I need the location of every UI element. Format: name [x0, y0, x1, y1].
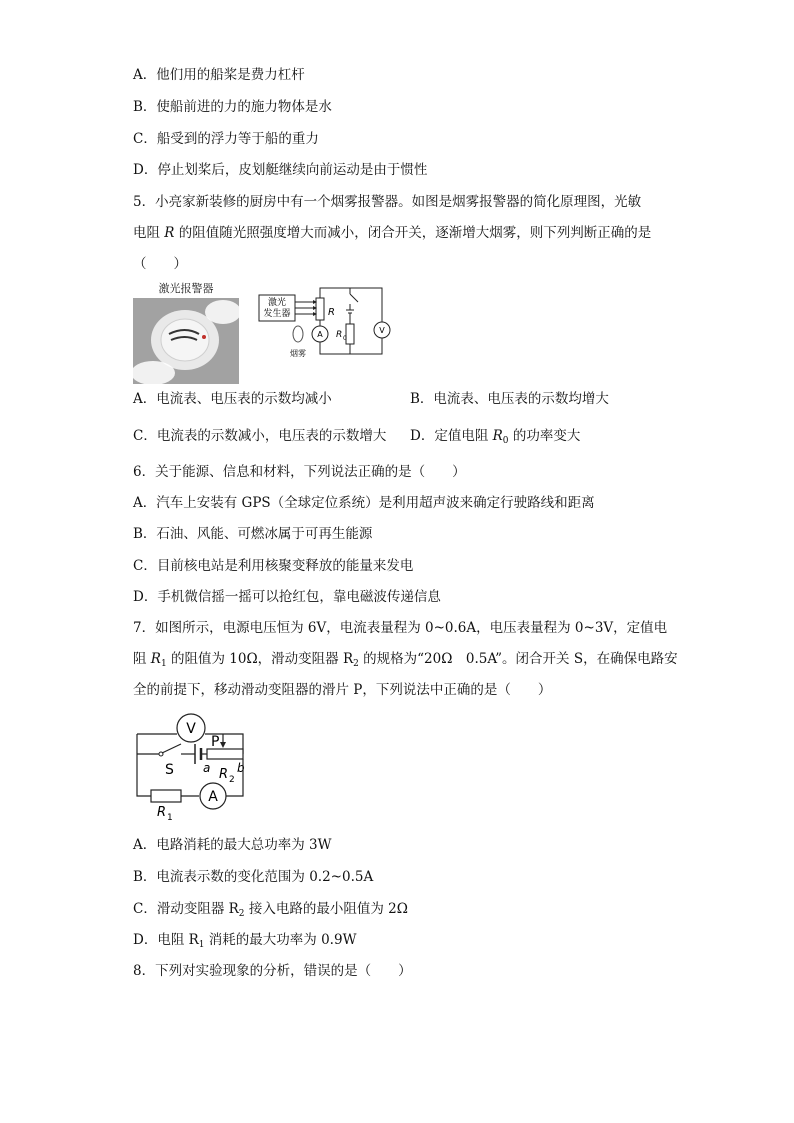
- q5-stem-line1: 5．小亮家新装修的厨房中有一个烟雾报警器。如图是烟雾报警器的简化原理图，光敏: [133, 194, 642, 210]
- q4-option-b: B．使船前进的力的施力物体是水: [133, 99, 332, 115]
- q7-stem-line2: 阻 $R_1$ 的阻值为 10Ω，滑动变阻器 $R_2$ 的规格为“20Ω 0.5A”。闭合开关 S，在确保电路安: [133, 651, 678, 669]
- svg-text:R: R: [219, 767, 229, 782]
- q6-option-a: A．汽车上安装有 GPS（全球定位系统）是利用超声波来确定行驶路线和距离: [133, 495, 595, 511]
- q7-option-b: B．电流表示数的变化范围为 0.2~0.5A: [133, 869, 374, 885]
- svg-text:R: R: [336, 330, 343, 340]
- q7-option-d: D．电阻 $R_1$ 消耗的最大功率为 0.9W: [133, 932, 357, 950]
- svg-text:激光: 激光: [267, 298, 287, 308]
- smoke-alarm-circuit: [258, 284, 398, 362]
- q5-option-c: C．电流表的示数减小，电压表的示数增大: [133, 428, 387, 444]
- q7-option-a: A．电路消耗的最大总功率为 3W: [133, 837, 332, 853]
- svg-text:A: A: [208, 789, 218, 805]
- svg-text:A: A: [317, 330, 323, 339]
- svg-text:烟雾: 烟雾: [290, 349, 306, 358]
- svg-text:b: b: [237, 761, 245, 775]
- svg-text:R: R: [328, 307, 335, 318]
- q7-stem-line3: 全的前提下，移动滑动变阻器的滑片 P，下列说法中正确的是（ ）: [133, 682, 552, 698]
- q5-option-d: D．定值电阻 $R_0$ 的功率变大: [410, 428, 581, 446]
- svg-text:0: 0: [343, 335, 347, 342]
- q8-stem: 8．下列对实验现象的分析，错误的是（ ）: [133, 963, 412, 979]
- q5-option-a: A．电流表、电压表的示数均减小: [133, 391, 332, 407]
- svg-text:S: S: [165, 762, 174, 778]
- q5-stem-line3: （ ）: [133, 256, 187, 272]
- svg-text:发生器: 发生器: [263, 309, 291, 319]
- q6-option-c: C．目前核电站是利用核聚变释放的能量来发电: [133, 558, 414, 574]
- q4-option-a: A．他们用的船桨是费力杠杆: [133, 67, 305, 83]
- photo-caption: 激光报警器: [158, 282, 214, 295]
- q6-option-b: B．石油、风能、可燃冰属于可再生能源: [133, 526, 373, 542]
- svg-text:V: V: [186, 721, 196, 737]
- svg-text:a: a: [203, 761, 211, 775]
- q5-option-b: B．电流表、电压表的示数均增大: [410, 391, 609, 407]
- svg-text:P: P: [211, 734, 220, 750]
- q4-option-c: C．船受到的浮力等于船的重力: [133, 131, 319, 147]
- svg-text:1: 1: [167, 813, 173, 823]
- q4-option-d: D．停止划桨后，皮划艇继续向前运动是由于惯性: [133, 162, 428, 178]
- svg-text:V: V: [379, 326, 385, 335]
- q7-stem-line1: 7．如图所示，电源电压恒为 6V，电流表量程为 0~0.6A，电压表量程为 0~3V，定值电: [133, 620, 668, 636]
- q6-stem: 6．关于能源、信息和材料，下列说法正确的是（ ）: [133, 464, 466, 480]
- smoke-alarm-photo: [133, 278, 239, 384]
- svg-text:R: R: [157, 805, 167, 820]
- q7-option-c: C．滑动变阻器 $R_2$ 接入电路的最小阻值为 2Ω: [133, 901, 408, 919]
- q7-circuit-diagram: [133, 712, 257, 824]
- q5-stem-line2: 电阻 R 的阻值随光照强度增大而减小，闭合开关，逐渐增大烟雾，则下列判断正确的是: [133, 225, 652, 241]
- svg-text:2: 2: [229, 775, 235, 785]
- q6-option-d: D．手机微信摇一摇可以抢红包，靠电磁波传递信息: [133, 589, 441, 605]
